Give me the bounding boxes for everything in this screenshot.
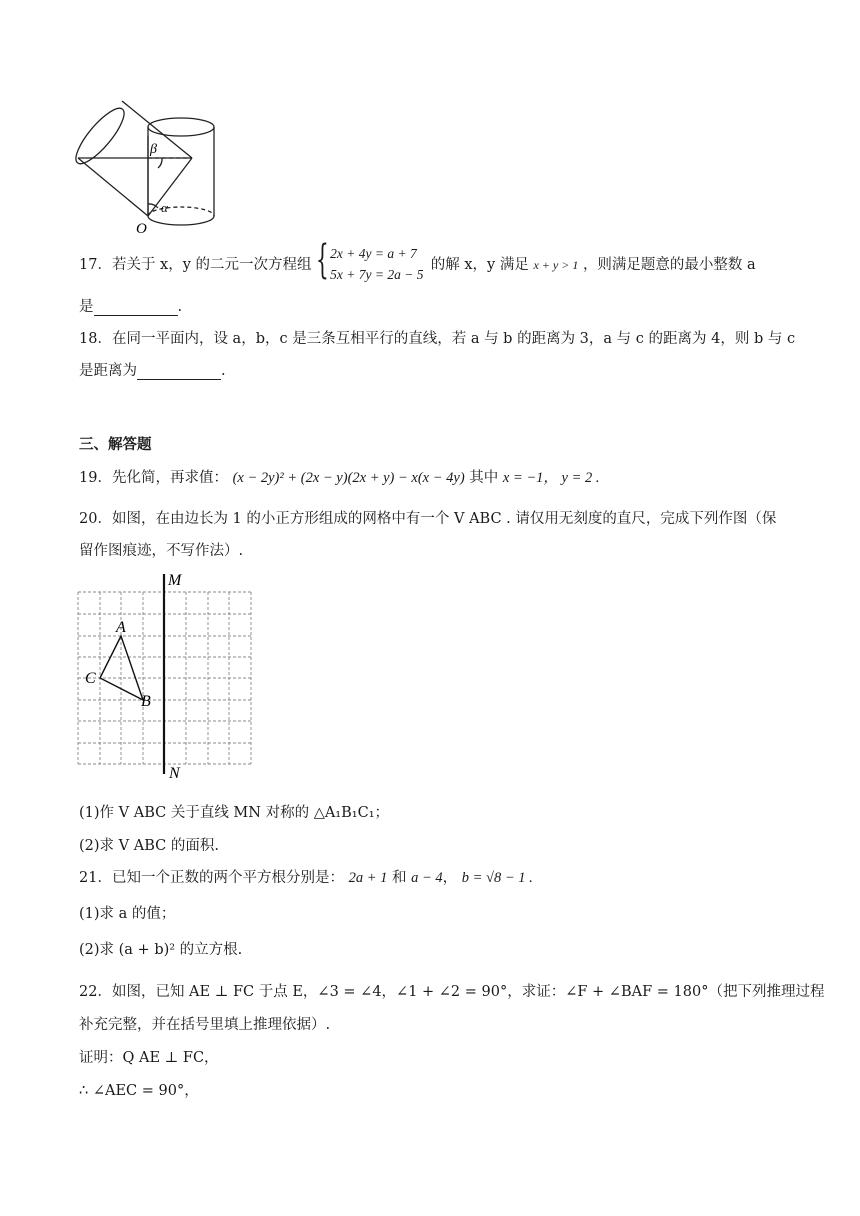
q20-line2: 留作图痕迹，不写作法）. — [79, 543, 244, 559]
q17-line2 — [79, 295, 182, 316]
alpha-label: α — [161, 200, 168, 215]
grid-figure — [74, 568, 264, 782]
q17-answer-blank[interactable] — [94, 299, 178, 316]
q17-line2-prefix: 是 — [79, 299, 94, 315]
label-M: M — [168, 572, 182, 589]
q21-root1: 2a + 1 — [348, 870, 388, 886]
q18-line2-suffix: . — [221, 363, 226, 379]
q18-answer-blank[interactable] — [137, 363, 221, 380]
cylinder-figure — [74, 96, 224, 236]
beta-label: β — [150, 142, 157, 157]
q17-line2-suffix: . — [177, 299, 183, 315]
q21-b-expr: b = √8 − 1 . — [461, 870, 533, 886]
q17-prefix: 17．若关于 x，y 的二元一次方程组 — [79, 257, 312, 273]
section-title: 三、解答题 — [79, 437, 152, 453]
eq2: 5x + 7y = 2a − 5 — [330, 267, 424, 282]
q17-suffix: ，则满足题意的最小整数 a — [582, 257, 756, 273]
q17-condition: x + y > 1 — [533, 258, 579, 272]
q20-part1: (1)作 V ABC 关于直线 MN 对称的 △A₁B₁C₁； — [79, 805, 390, 821]
q18-line2 — [79, 359, 226, 380]
q22-line1: 22．如图，已知 AE ⊥ FC 于点 E，∠3 = ∠4，∠1 + ∠2 = 90°，求证：∠F + ∠BAF = 180°（把下列推理过程 — [79, 984, 825, 1000]
equation-system: { 2x + 4y = a + 7 5x + 7y = 2a − 5 — [316, 237, 424, 283]
q19-middle: 其中 — [469, 470, 499, 486]
q21-root2: a − 4 — [411, 870, 443, 886]
q17-middle: 的解 x，y 满足 — [430, 257, 529, 273]
q22-proof2: ∴ ∠AEC = 90°， — [79, 1083, 199, 1099]
q21-line1: 21．已知一个正数的两个平方根分别是： 2a + 1 和 a − 4， b = √8 − 1 . — [79, 870, 533, 886]
q20-part2: (2)求 V ABC 的面积. — [79, 838, 219, 854]
q21-part1: (1)求 a 的值； — [79, 906, 176, 922]
q22-line2: 补充完整，并在括号里填上推理依据）. — [79, 1017, 331, 1033]
q19-expression: (x − 2y)² + (2x − y)(2x + y) − x(x − 4y) — [232, 470, 465, 486]
label-N: N — [169, 765, 180, 782]
label-A: A — [116, 619, 126, 636]
label-C: C — [85, 670, 96, 687]
q19-prefix: 19．先化简，再求值： — [79, 470, 228, 486]
q19-values: x = −1， y = 2 . — [502, 470, 600, 486]
eq1: 2x + 4y = a + 7 — [330, 246, 417, 261]
q21-prefix: 21．已知一个正数的两个平方根分别是： — [79, 870, 344, 886]
q17-line1 — [79, 237, 756, 283]
q21-part2: (2)求 (a + b)² 的立方根. — [79, 942, 243, 958]
q21-and: 和 — [391, 870, 407, 886]
q18-line1: 18．在同一平面内，设 a，b，c 是三条互相平行的直线，若 a 与 b 的距离为 3，a 与 c 的距离为 4，则 b 与 c — [79, 331, 796, 347]
origin-label: O — [136, 221, 147, 236]
q22-proof1: 证明：Q AE ⊥ FC， — [79, 1050, 219, 1066]
q20-line1: 20．如图，在由边长为 1 的小正方形组成的网格中有一个 V ABC . 请仅用无刻度的直尺，完成下列作图（保 — [79, 511, 777, 527]
q19-line — [79, 466, 600, 487]
label-B: B — [141, 693, 151, 710]
q18-line2-prefix: 是距离为 — [79, 363, 137, 379]
